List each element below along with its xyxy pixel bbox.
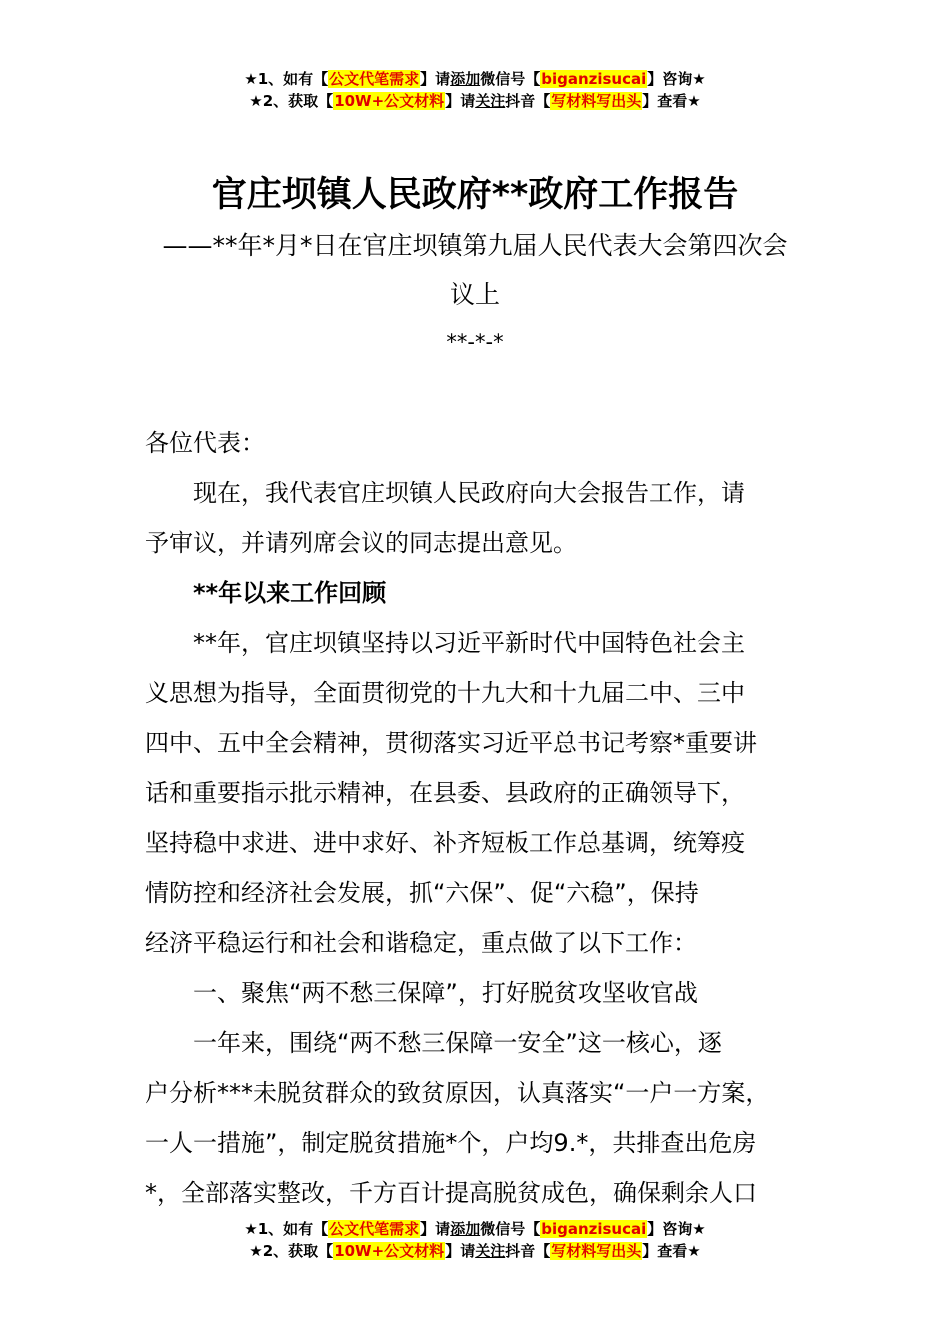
body-line: 义思想为指导，全面贯彻党的十九大和十九届二中、三中 xyxy=(145,679,745,707)
promo-text: 微信号【 xyxy=(480,70,541,88)
document-date: **-*-* xyxy=(446,330,504,354)
promo-line-1 xyxy=(0,68,950,90)
document-title: 官庄坝镇人民政府**政府工作报告 xyxy=(211,175,739,215)
body-line: 予审议，并请列席会议的同志提出意见。 xyxy=(145,529,577,557)
promo-text: ★1、如有【 xyxy=(244,1220,329,1238)
body-line: 一年来，围绕“两不愁三保障一安全”这一核心，逐 xyxy=(145,1029,722,1057)
body-line: 话和重要指示批示精神，在县委、县政府的正确领导下， xyxy=(145,779,745,807)
promo-douyin-id: 写材料写出头 xyxy=(551,92,642,110)
subsection-heading: 一、聚焦“两不愁三保障”，打好脱贫攻坚收官战 xyxy=(145,979,698,1007)
promo-text: 抖音【 xyxy=(505,1242,551,1260)
promo-text: 】请 xyxy=(420,1220,451,1238)
body-line: 户分析***未脱贫群众的致贫原因，认真落实“一户一方案， xyxy=(145,1079,770,1107)
salutation: 各位代表： xyxy=(145,429,265,457)
promo-text: 】咨询★ xyxy=(647,1220,706,1238)
promo-highlight: 公文代笔需求 xyxy=(329,70,420,88)
promo-banner-bottom xyxy=(0,1218,950,1262)
promo-underline: 关注 xyxy=(475,92,506,110)
document-subtitle-line-1: ——**年*月*日在官庄坝镇第九届人民代表大会第四次会 xyxy=(162,231,788,260)
promo-text: 】请 xyxy=(420,70,451,88)
promo-wechat-id: biganzisucai xyxy=(541,1220,647,1238)
promo-underline: 添加 xyxy=(450,1220,481,1238)
promo-underline: 添加 xyxy=(450,70,481,88)
promo-text: 】咨询★ xyxy=(647,70,706,88)
promo-line-2 xyxy=(0,90,950,112)
body-line: 经济平稳运行和社会和谐稳定，重点做了以下工作： xyxy=(145,929,697,957)
promo-text: 】请 xyxy=(445,92,476,110)
body-line: **年，官庄坝镇坚持以习近平新时代中国特色社会主 xyxy=(145,629,745,657)
promo-line-2 xyxy=(0,1240,950,1262)
section-heading: **年以来工作回顾 xyxy=(145,579,387,607)
promo-text: 】请 xyxy=(445,1242,476,1260)
promo-line-1 xyxy=(0,1218,950,1240)
promo-wechat-id: biganzisucai xyxy=(541,70,647,88)
promo-underline: 关注 xyxy=(475,1242,506,1260)
body-line: 现在，我代表官庄坝镇人民政府向大会报告工作，请 xyxy=(145,479,745,507)
promo-banner-top xyxy=(0,68,950,112)
promo-text: 微信号【 xyxy=(480,1220,541,1238)
promo-text: ★1、如有【 xyxy=(244,70,329,88)
promo-highlight: 10W+公文材料 xyxy=(334,92,445,110)
document-subtitle-line-2: 议上 xyxy=(449,280,500,309)
promo-douyin-id: 写材料写出头 xyxy=(551,1242,642,1260)
promo-text: 抖音【 xyxy=(505,92,551,110)
body-line: 坚持稳中求进、进中求好、补齐短板工作总基调，统筹疫 xyxy=(145,829,745,857)
promo-highlight: 公文代笔需求 xyxy=(329,1220,420,1238)
promo-text: 】查看★ xyxy=(642,92,701,110)
body-line: 四中、五中全会精神，贯彻落实习近平总书记考察*重要讲 xyxy=(145,729,757,757)
promo-text: ★2、获取【 xyxy=(249,1242,334,1260)
promo-highlight: 10W+公文材料 xyxy=(334,1242,445,1260)
promo-text: 】查看★ xyxy=(642,1242,701,1260)
promo-text: ★2、获取【 xyxy=(249,92,334,110)
body-line: 一人一措施”，制定脱贫措施*个，户均9.*，共排查出危房 xyxy=(145,1129,757,1157)
body-line: 情防控和经济社会发展，抓“六保”、促“六稳”，保持 xyxy=(145,879,699,907)
body-line: *，全部落实整改，千方百计提高脱贫成色，确保剩余人口 xyxy=(145,1179,757,1207)
